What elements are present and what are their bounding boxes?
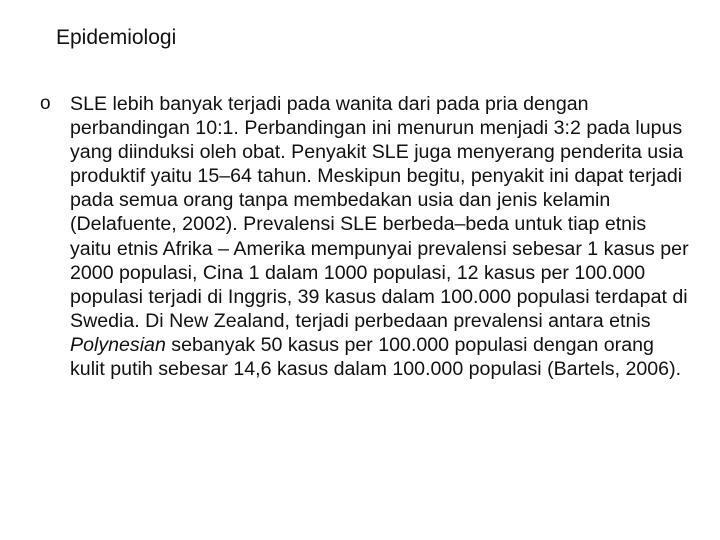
slide-content [40, 92, 690, 381]
slide-title: Epidemiologi [56, 26, 177, 49]
paragraph-italic-term: Polynesian [70, 333, 166, 356]
paragraph-text-part2: sebanyak 50 kasus per 100.000 populasi dengan orang kulit putih sebesar 14,6 kasus dalam 100.000 populasi (Bartels, 2006). [70, 333, 682, 381]
bullet-circle-icon: o [40, 93, 51, 114]
bullet-paragraph [70, 92, 690, 381]
paragraph-text-part1: SLE lebih banyak terjadi pada wanita dari pada pria dengan perbandingan 10:1. Perbandingan ini menurun menjadi 3:2 pada lupus yang diinduksi oleh obat. Penyakit SLE juga menyerang penderita usia produktif yaitu 15–64 tahun. Meskipun begitu, penyakit ini dapat terjadi pada semua orang tanpa membedakan usia dan jenis kelamin (Delafuente, 2002). Prevalensi SLE berbeda–beda untuk tiap etnis yaitu etnis Afrika – Amerika mempunyai prevalensi sebesar 1 kasus per 2000 populasi, Cina 1 dalam 1000 populasi, 12 kasus per 100.000 populasi terjadi di Inggris, 39 kasus dalam 100.000 populasi terdapat di Swedia. Di New Zealand, terjadi perbedaan prevalensi antara etnis [70, 93, 689, 332]
bullet-item [40, 92, 690, 381]
